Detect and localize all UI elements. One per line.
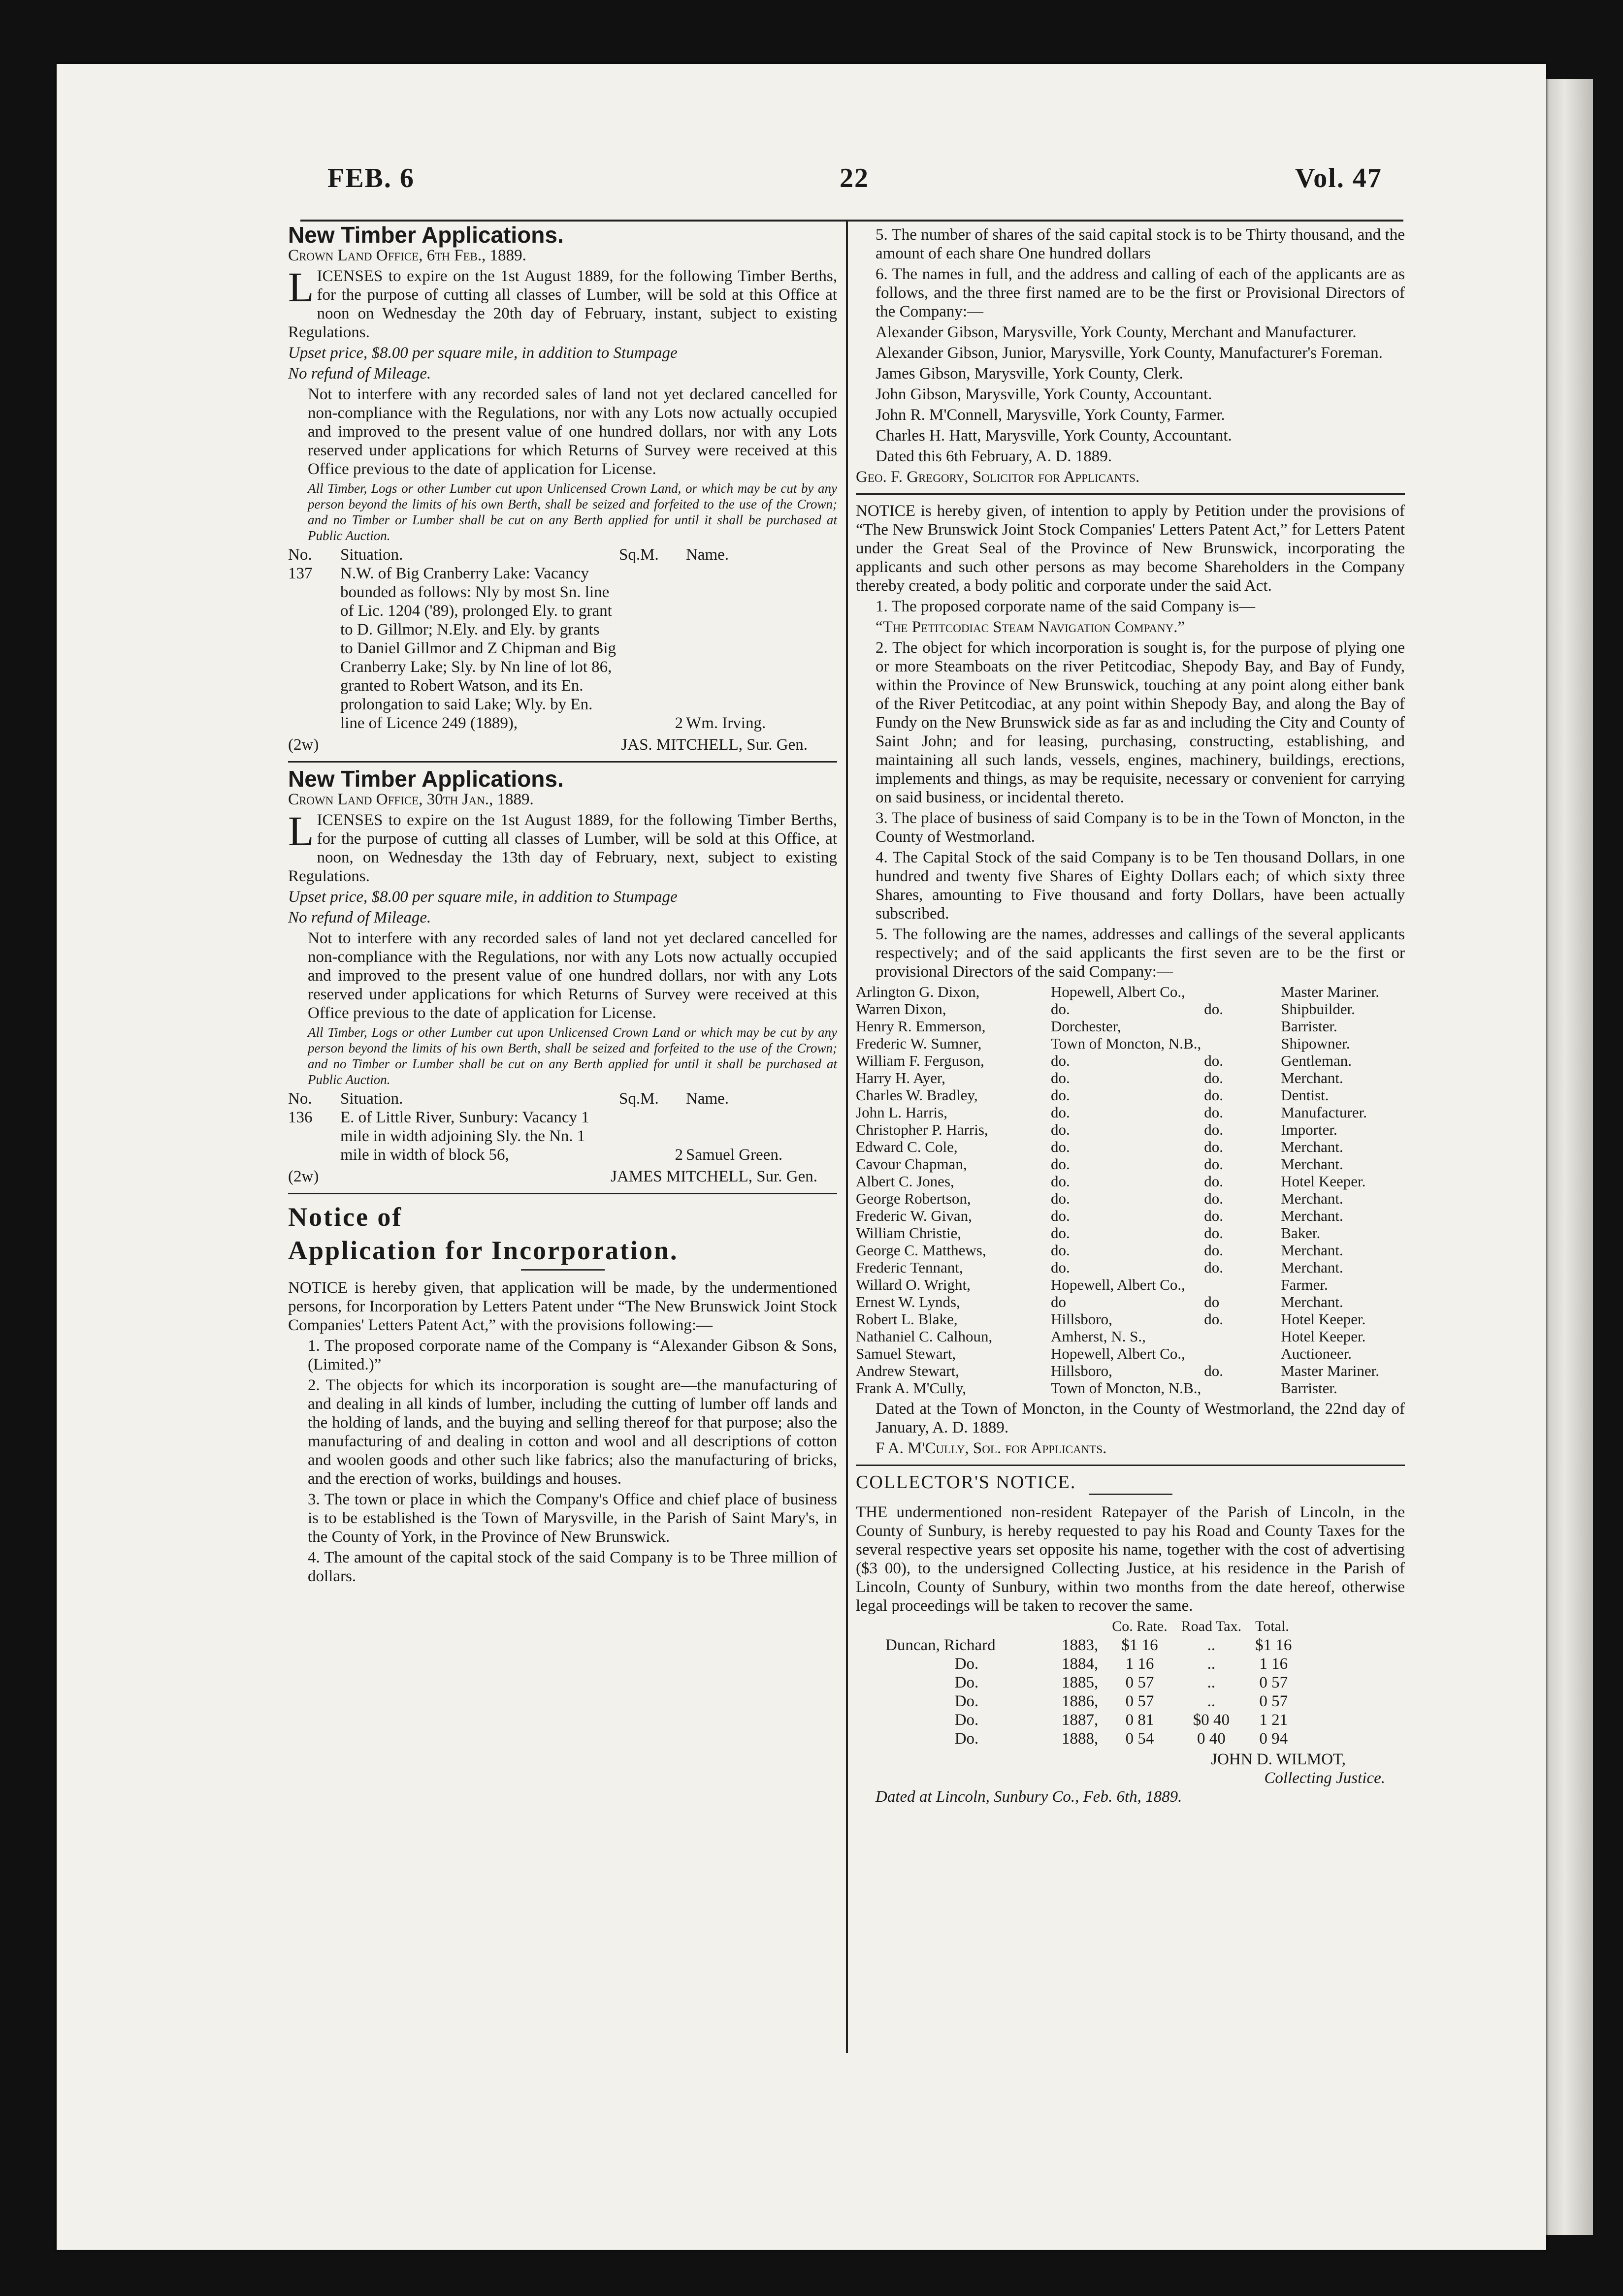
- clause-2: 2. The objects for which its incorporation is sought are—the manufacturing of and dealing in all kinds of lumber, including the cutting of lumber off lands and the holding of lands, and the buying and selling thereof for that purpose; also the manufacturing of and dealing in cotton and wool and all descriptions of cotton and woolen goods and other such like fabrics; also the manufacturing of bricks, and the erection of works, buildings and houses.: [308, 1376, 837, 1488]
- applicant-address: Hillsboro,: [1051, 1310, 1112, 1328]
- berth-name: Samuel Green.: [686, 1146, 783, 1164]
- table-row: [856, 1138, 1382, 1155]
- title-rule: [521, 1269, 605, 1271]
- timber-note: All Timber, Logs or other Lumber cut upon Unlicensed Crown Land or which may be cut by any person beyond the limits of his own Berth, shall be seized and forfeited to the use of the Crown; and no Timber or Lumber shall be cut on any Berth applied for until it shall be purchased at Public Auction.: [308, 1025, 837, 1087]
- clause-3: 3. The town or place in which the Company's Office and chief place of business is to be established is the Town of Marysville, in the Parish of Saint Mary's, in the County of York, in the Province of New Brunswick.: [308, 1491, 837, 1546]
- table-row: [856, 1035, 1382, 1052]
- applicant-calling: Importer.: [1281, 1121, 1337, 1138]
- volume-number: Vol. 47: [1295, 163, 1382, 193]
- applicant-calling: Baker.: [1281, 1224, 1321, 1242]
- table-row: [856, 1207, 1382, 1224]
- dated-line: Dated at Lincoln, Sunbury Co., Feb. 6th, 1889.: [876, 1788, 1182, 1806]
- berth-no: 136: [288, 1109, 313, 1126]
- table-row: [856, 1104, 1382, 1121]
- berth-no: 137: [288, 565, 313, 582]
- solicitor-line: Geo. F. Gregory, Solicitor for Applicants.: [856, 468, 1140, 486]
- applicant-calling: Hotel Keeper.: [1281, 1173, 1366, 1190]
- applicant-address: do.: [1051, 1052, 1070, 1069]
- clause-5: 5. The following are the names, addresses and callings of the several applicants respectively; and of the said applicants the first seven are to be the first or provisional Directors of the said Company:—: [876, 925, 1405, 981]
- applicant-name: Andrew Stewart,: [856, 1362, 960, 1379]
- timber-note: All Timber, Logs or other Lumber cut upon Unlicensed Crown Land, or which may be cut by any person beyond the limits of his own Berth, shall be seized and forfeited to the use of the Crown; and no Timber or Lumber shall be cut on any Berth applied for until it shall be purchased at Public Auction.: [308, 481, 837, 543]
- clause-2: 2. The object for which incorporation is sought is, for the purpose of plying one or more Steamboats on the river Petitcodiac, Shepody Bay, and Bay of Fundy, within the Province of New Brunswick, touching at any point along either bank of the River Petitcodiac, at any point within Shepody Bay, and along the Bay of Fundy on the New Brunswick side as far as and including the City and County of Saint John; and for leasing, purchasing, constructing, establishing, and maintaining all such lands, vessels, engines, machinery, buildings, erections, implements and things, as may be requisite, necessary or convenient for carrying on said business, or incidental thereto.: [876, 639, 1405, 806]
- berth-situation: N.W. of Big Cranberry Lake: Vacancy bounded as follows: Nly by most Sn. line of Lic. 1204 ('89), prolonged Ely. to grant to D. Gillmor; N.Ely. and Ely. by grants to Daniel Gillmor and Z Chipman and Big Cranberry Lake; Sly. by Nn line of lot 86, granted to Robert Watson, and its En. prolongation to said Lake; Wly. by En. line of Licence 249 (1889),: [340, 565, 617, 732]
- table-row: [856, 1345, 1382, 1362]
- applicant-calling: Merchant.: [1281, 1207, 1343, 1224]
- applicant-calling: Merchant.: [1281, 1293, 1343, 1310]
- applicant-address: Town of Moncton, N.B.,: [1051, 1035, 1201, 1052]
- table-row: [856, 1155, 1382, 1173]
- road-tax: 0 40: [1197, 1730, 1226, 1748]
- th-no: No.: [288, 1090, 312, 1108]
- applicant-address: Hopewell, Albert Co.,: [1051, 983, 1185, 1000]
- table-row: [856, 1190, 1382, 1207]
- applicant-calling: Gentleman.: [1281, 1052, 1352, 1069]
- applicant-address: do.: [1051, 1138, 1070, 1155]
- incorporation-notice-1: [288, 1201, 837, 1586]
- applicant-address-do: [1204, 983, 1281, 1000]
- applicant-address-do: do.: [1204, 1086, 1223, 1104]
- applicant-name: Edward C. Cole,: [856, 1138, 958, 1155]
- berth-table: [288, 1089, 785, 1164]
- applicant-address-do: do.: [1204, 1155, 1223, 1173]
- applicant-calling: Manufacturer.: [1281, 1104, 1367, 1121]
- road-tax: ..: [1207, 1692, 1216, 1710]
- title-rule: [1089, 1494, 1172, 1495]
- county-rate: 0 57: [1125, 1692, 1154, 1710]
- applicant-calling: Shipowner.: [1281, 1035, 1350, 1052]
- applicant-address: do.: [1051, 1190, 1070, 1207]
- dated-line: Dated this 6th February, A. D. 1889.: [876, 447, 1112, 465]
- table-row: [856, 1328, 1382, 1345]
- applicant-calling: Barrister.: [1281, 1018, 1337, 1035]
- th-no: No.: [288, 546, 312, 564]
- applicant-calling: Barrister.: [1281, 1379, 1337, 1397]
- applicant-name: Christopher P. Harris,: [856, 1121, 988, 1138]
- applicant-address: Hopewell, Albert Co.,: [1051, 1276, 1185, 1293]
- applicant-name: Warren Dixon,: [856, 1000, 946, 1018]
- notice-title-line1: Notice of: [288, 1202, 403, 1232]
- applicant-calling: Merchant.: [1281, 1155, 1343, 1173]
- applicant-name: Ernest W. Lynds,: [856, 1293, 960, 1310]
- intro-text: ICENSES to expire on the 1st August 1889, for the following Timber Berths, for the purpose of cutting all classes of Lumber, will be sold at this Office at noon on Wednesday the 20th day of February, instant, subject to existing Regulations.: [288, 267, 837, 341]
- clause-3: 3. The place of business of said Company is to be in the Town of Moncton, in the County of Westmorland.: [876, 809, 1405, 846]
- section-rule: [856, 1465, 1405, 1466]
- tax-year: 1887,: [1062, 1711, 1099, 1729]
- applicant-address-do: do.: [1204, 1052, 1223, 1069]
- tax-column-header: [1062, 1617, 1112, 1636]
- tax-table: [885, 1617, 1305, 1748]
- applicant-calling: Auctioneer.: [1281, 1345, 1352, 1362]
- applicant-name: William F. Ferguson,: [856, 1052, 984, 1069]
- incorporation-notice-1-cont: [856, 225, 1405, 486]
- notice-title: New Timber Applications.: [288, 766, 564, 792]
- road-tax: $0 40: [1193, 1711, 1230, 1729]
- applicant-address-do: do.: [1204, 1000, 1223, 1018]
- applicant-address-do: do.: [1204, 1190, 1223, 1207]
- table-row: [885, 1655, 1305, 1673]
- not-interfere: Not to interfere with any recorded sales of land not yet declared cancelled for non-compliance with the Regulations, nor with any Lots now actually occupied and improved to the present value of one hundred dollars, nor with any Lots reserved under applications for which Returns of Survey were received at this Office previous to the date of application for License.: [308, 385, 837, 478]
- applicant-calling: Merchant.: [1281, 1069, 1343, 1086]
- signature: JOHN D. WILMOT,: [1211, 1751, 1346, 1768]
- notice-title: New Timber Applications.: [288, 222, 564, 248]
- applicant-name: George Robertson,: [856, 1190, 971, 1207]
- th-sqm: Sq.M.: [619, 1090, 659, 1108]
- applicant-name: Harry H. Ayer,: [856, 1069, 945, 1086]
- list-item: James Gibson, Marysville, York County, Clerk.: [876, 365, 1183, 383]
- applicant-address-do: do.: [1204, 1207, 1223, 1224]
- notice-title: COLLECTOR'S NOTICE.: [856, 1472, 1076, 1493]
- total: 0 94: [1259, 1730, 1288, 1748]
- table-row: [856, 1362, 1382, 1379]
- applicant-address-do: do.: [1204, 1069, 1223, 1086]
- applicant-address: do.: [1051, 1000, 1070, 1018]
- table-row: [885, 1729, 1305, 1748]
- applicant-name: Frederic W. Sumner,: [856, 1035, 982, 1052]
- tax-year: 1884,: [1062, 1655, 1099, 1673]
- th-sqm: Sq.M.: [619, 546, 659, 564]
- applicant-name: Samuel Stewart,: [856, 1345, 956, 1362]
- total: 0 57: [1259, 1692, 1288, 1710]
- berth-name: Wm. Irving.: [686, 714, 766, 732]
- table-row: [856, 1173, 1382, 1190]
- applicant-address: do.: [1051, 1086, 1070, 1104]
- total: 0 57: [1259, 1674, 1288, 1691]
- table-header-row: [885, 1617, 1305, 1636]
- office-line: Crown Land Office, 30th Jan., 1889.: [288, 791, 534, 808]
- table-row: [856, 1018, 1382, 1035]
- applicant-name: John L. Harris,: [856, 1104, 947, 1121]
- applicant-address: do.: [1051, 1173, 1070, 1190]
- tax-year: 1883,: [1062, 1636, 1099, 1654]
- applicant-address-do: do.: [1204, 1242, 1223, 1259]
- timber-notice-1: [288, 222, 837, 754]
- applicant-name: Frederic Tennant,: [856, 1259, 963, 1276]
- signature: JAMES MITCHELL, Sur. Gen.: [611, 1168, 817, 1185]
- applicant-calling: Master Mariner.: [1281, 983, 1379, 1000]
- not-interfere: Not to interfere with any recorded sales of land not yet declared cancelled for non-compliance with the Regulations, nor with any Lots now actually occupied and improved to the present value of one hundred dollars, nor with any Lots reserved under applications for which Returns of Survey were received at this Office previous to the date of application for License.: [308, 929, 837, 1022]
- applicant-name: Robert L. Blake,: [856, 1310, 958, 1328]
- applicant-name: Charles W. Bradley,: [856, 1086, 978, 1104]
- applicant-list: [856, 323, 1405, 445]
- applicant-address: do.: [1051, 1121, 1070, 1138]
- table-row: [856, 1379, 1382, 1397]
- applicant-calling: Merchant.: [1281, 1259, 1343, 1276]
- applicant-address-do: do.: [1204, 1173, 1223, 1190]
- page-header: [327, 162, 1401, 202]
- applicant-address-do: do.: [1204, 1259, 1223, 1276]
- list-item: Charles H. Hatt, Marysville, York County, Accountant.: [876, 427, 1232, 445]
- section-rule: [288, 761, 837, 763]
- upset-price: Upset price, $8.00 per square mile, in addition to Stumpage: [288, 344, 678, 362]
- ratepayer: Do.: [954, 1730, 979, 1748]
- berth-situation: E. of Little River, Sunbury: Vacancy 1 mile in width adjoining Sly. the Nn. 1 mile in width of block 56,: [340, 1109, 589, 1164]
- applicant-calling: Dentist.: [1281, 1086, 1329, 1104]
- applicant-address-do: do.: [1204, 1121, 1223, 1138]
- table-row: [885, 1711, 1305, 1729]
- section-rule: [288, 1193, 837, 1194]
- applicant-calling: Merchant.: [1281, 1138, 1343, 1155]
- ratepayer: Duncan, Richard: [885, 1636, 996, 1654]
- applicant-address-do: [1204, 1035, 1281, 1052]
- applicant-calling: Farmer.: [1281, 1276, 1328, 1293]
- drop-cap: L: [288, 807, 314, 855]
- applicant-address: do.: [1051, 1242, 1070, 1259]
- table-row: [856, 1242, 1382, 1259]
- timber-notice-2: [288, 766, 837, 1186]
- clause-4: 4. The amount of the capital stock of the said Company is to be Three million of dollars.: [308, 1549, 837, 1585]
- notice-intro: NOTICE is hereby given, of intention to apply by Petition under the provisions of “The New Brunswick Joint Stock Companies' Letters Patent Act,” for Letters Patent under the Great Seal of the Province of New Brunswick, incorporating the applicants and such other persons as may become Shareholders in the Company thereby created, a body politic and corporate under the said Act.: [856, 502, 1405, 595]
- applicant-address-do: do.: [1204, 1362, 1223, 1379]
- table-row: [856, 1224, 1382, 1242]
- ratepayer: Do.: [954, 1692, 979, 1710]
- table-row: [856, 1276, 1382, 1293]
- no-refund: No refund of Mileage.: [288, 365, 431, 383]
- applicant-address: do.: [1051, 1104, 1070, 1121]
- applicant-address: Dorchester,: [1051, 1018, 1121, 1035]
- applicant-name: Willard O. Wright,: [856, 1276, 971, 1293]
- road-tax: ..: [1207, 1655, 1216, 1673]
- table-header-row: [288, 1089, 785, 1108]
- applicant-address: Hopewell, Albert Co.,: [1051, 1345, 1185, 1362]
- clause-1: 1. The proposed corporate name of the said Company is—: [876, 598, 1256, 615]
- list-item: Alexander Gibson, Marysville, York County, Merchant and Manufacturer.: [876, 323, 1357, 341]
- tax-column-header: [885, 1617, 1062, 1636]
- tax-column-header: Co. Rate.: [1112, 1618, 1168, 1634]
- applicant-name: William Christie,: [856, 1224, 962, 1242]
- county-rate: 1 16: [1125, 1655, 1154, 1673]
- applicant-calling: Hotel Keeper.: [1281, 1328, 1366, 1345]
- table-header-row: [288, 545, 769, 564]
- applicant-address: do.: [1051, 1069, 1070, 1086]
- applicant-name: Frederic W. Givan,: [856, 1207, 972, 1224]
- section-rule: [856, 493, 1405, 495]
- list-item: John R. M'Connell, Marysville, York County, Farmer.: [876, 406, 1225, 424]
- applicant-address: do.: [1051, 1259, 1070, 1276]
- office-line: Crown Land Office, 6th Feb., 1889.: [288, 247, 526, 264]
- dated-line: Dated at the Town of Moncton, in the County of Westmorland, the 22nd day of January, A. D. 1889.: [876, 1400, 1405, 1436]
- table-row: [856, 1086, 1382, 1104]
- applicant-calling: Hotel Keeper.: [1281, 1310, 1366, 1328]
- table-row: [856, 983, 1382, 1000]
- collectors-notice: [856, 1473, 1405, 1806]
- applicant-calling: Shipbuilder.: [1281, 1000, 1355, 1018]
- applicant-address: do.: [1051, 1224, 1070, 1242]
- applicant-address-do: [1204, 1276, 1281, 1293]
- company-name: “The Petitcodiac Steam Navigation Company.”: [876, 618, 1185, 636]
- signature: JAS. MITCHELL, Sur. Gen.: [621, 736, 808, 754]
- th-situation: Situation.: [340, 546, 403, 564]
- no-refund: No refund of Mileage.: [288, 909, 431, 926]
- berth-sqm: 2: [675, 714, 683, 732]
- notice-title-line2: Application for Incorporation.: [288, 1236, 679, 1265]
- page-edge: [1546, 79, 1593, 2235]
- county-rate: $1 16: [1121, 1636, 1158, 1654]
- applicant-calling: Master Mariner.: [1281, 1362, 1379, 1379]
- page-number: 22: [840, 163, 869, 193]
- tax-column-header: Road Tax.: [1181, 1618, 1242, 1634]
- applicant-name: Arlington G. Dixon,: [856, 983, 980, 1000]
- clause-1: 1. The proposed corporate name of the Company is “Alexander Gibson & Sons, (Limited.)”: [308, 1337, 837, 1373]
- applicant-address-do: do: [1204, 1293, 1220, 1310]
- applicant-address-do: [1204, 1345, 1281, 1362]
- table-row: [856, 1052, 1382, 1069]
- clause-5: 5. The number of shares of the said capital stock is to be Thirty thousand, and the amount of each share One hundred dollars: [876, 226, 1405, 262]
- applicant-address: Amherst, N. S.,: [1051, 1328, 1146, 1345]
- road-tax: ..: [1207, 1674, 1216, 1691]
- table-row: [856, 1259, 1382, 1276]
- total: $1 16: [1255, 1636, 1292, 1654]
- table-row: [885, 1636, 1305, 1655]
- total: 1 16: [1259, 1655, 1288, 1673]
- applicant-address-do: do.: [1204, 1224, 1223, 1242]
- county-rate: 0 54: [1125, 1730, 1154, 1748]
- applicant-address: Town of Moncton, N.B.,: [1051, 1379, 1201, 1397]
- upset-price: Upset price, $8.00 per square mile, in addition to Stumpage: [288, 888, 678, 906]
- berth-sqm: 2: [675, 1146, 683, 1164]
- ratepayer: Do.: [954, 1711, 979, 1729]
- tax-year: 1886,: [1062, 1692, 1099, 1710]
- th-name: Name.: [686, 546, 729, 564]
- clause-6: 6. The names in full, and the address and calling of each of the applicants are as follows, and the three first named are to be the first or Provisional Directors of the Company:—: [876, 265, 1405, 320]
- table-row: [288, 1108, 785, 1164]
- applicant-address: do.: [1051, 1155, 1070, 1173]
- intro-text: ICENSES to expire on the 1st August 1889, for the following Timber Berths, for the purpose of cutting all classes of Lumber, will be sold at this Office, at noon, on Wednesday the 13th day of February, next, subject to existing Regulations.: [288, 811, 837, 885]
- county-rate: 0 57: [1125, 1674, 1154, 1691]
- header-rule: [300, 220, 1403, 222]
- insertions-mark: (2w): [288, 736, 319, 754]
- tax-year: 1885,: [1062, 1674, 1099, 1691]
- applicant-address-do: do.: [1204, 1310, 1223, 1328]
- table-row: [856, 1293, 1382, 1310]
- insertions-mark: (2w): [288, 1168, 319, 1185]
- th-situation: Situation.: [340, 1090, 403, 1108]
- right-column: [856, 225, 1405, 1808]
- applicant-calling: Merchant.: [1281, 1190, 1343, 1207]
- applicant-address-do: [1204, 1379, 1281, 1397]
- th-name: Name.: [686, 1090, 729, 1108]
- applicant-name: Henry R. Emmerson,: [856, 1018, 986, 1035]
- applicant-address-do: do.: [1204, 1138, 1223, 1155]
- tax-year: 1888,: [1062, 1730, 1099, 1748]
- applicant-name: Albert C. Jones,: [856, 1173, 954, 1190]
- applicant-name: Frank A. M'Cully,: [856, 1379, 967, 1397]
- berth-table: [288, 545, 769, 733]
- issue-date: FEB. 6: [327, 163, 415, 193]
- list-item: John Gibson, Marysville, York County, Accountant.: [876, 385, 1212, 403]
- table-row: [288, 564, 769, 733]
- column-rule: [846, 222, 848, 2053]
- applicant-address: Hillsboro,: [1051, 1362, 1112, 1379]
- list-item: Alexander Gibson, Junior, Marysville, York County, Manufacturer's Foreman.: [876, 344, 1383, 362]
- applicant-name: George C. Matthews,: [856, 1242, 986, 1259]
- table-row: [856, 1310, 1382, 1328]
- applicant-address: do.: [1051, 1207, 1070, 1224]
- notice-body: THE undermentioned non-resident Ratepayer of the Parish of Lincoln, in the County of Sunbury, is hereby requested to pay his Road and County Taxes for the several respective years set opposite his name, together with the cost of advertising ($3 00), to the undersigned Collecting Justice, at his residence in the Parish of Lincoln, County of Sunbury, within two months from the date hereof, otherwise legal proceedings will be taken to recover the same.: [856, 1503, 1405, 1615]
- solicitor-line: F A. M'Cully, Sol. for Applicants.: [876, 1439, 1107, 1457]
- signature-title: Collecting Justice.: [1264, 1769, 1385, 1787]
- table-row: [856, 1121, 1382, 1138]
- road-tax: ..: [1207, 1636, 1216, 1654]
- table-row: [856, 1069, 1382, 1086]
- applicants-table: [856, 983, 1382, 1397]
- county-rate: 0 81: [1125, 1711, 1154, 1729]
- table-row: [856, 1000, 1382, 1018]
- incorporation-notice-2: [856, 502, 1405, 1458]
- ratepayer: Do.: [954, 1655, 979, 1673]
- applicant-address-do: do.: [1204, 1104, 1223, 1121]
- applicant-address-do: [1204, 1018, 1281, 1035]
- notice-intro: NOTICE is hereby given, that application will be made, by the undermentioned persons, for Incorporation by Letters Patent under “The New Brunswick Joint Stock Companies' Letters Patent Act,” with the provisions following:—: [288, 1279, 837, 1334]
- clause-4: 4. The Capital Stock of the said Company is to be Ten thousand Dollars, in one hundred and twenty five Shares of Eighty Dollars each; of which sixty three Shares, amounting to Five thousand and forty Dollars, have been actually subscribed.: [876, 849, 1405, 923]
- applicant-name: Nathaniel C. Calhoun,: [856, 1328, 993, 1345]
- tax-column-header: Total.: [1255, 1618, 1289, 1634]
- table-row: [885, 1673, 1305, 1692]
- drop-cap: L: [288, 263, 314, 311]
- applicant-name: Cavour Chapman,: [856, 1155, 967, 1173]
- applicant-address-do: [1204, 1328, 1281, 1345]
- ratepayer: Do.: [954, 1674, 979, 1691]
- table-row: [885, 1692, 1305, 1711]
- left-column: [288, 222, 837, 1588]
- applicant-address: do: [1051, 1293, 1066, 1310]
- applicant-calling: Merchant.: [1281, 1242, 1343, 1259]
- total: 1 21: [1259, 1711, 1288, 1729]
